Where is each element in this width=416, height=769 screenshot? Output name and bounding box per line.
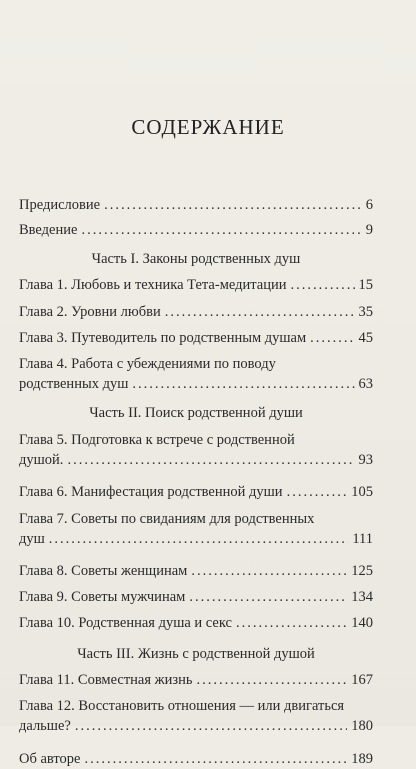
dot-leader	[191, 561, 347, 581]
part-heading-3: Часть III. Жизнь с родственной душой	[77, 646, 315, 662]
toc-entry-label: Глава 10. Родственная душа и секс	[19, 615, 232, 631]
dot-leader	[197, 670, 348, 690]
toc-entry-chapter-12[interactable]	[19, 696, 373, 736]
toc-entry-about-author[interactable]	[19, 749, 373, 769]
toc-entry-page: 125	[351, 563, 373, 579]
dot-leader	[310, 328, 354, 348]
toc-entry-label: душ	[19, 531, 45, 547]
toc-entry-introduction[interactable]	[19, 220, 373, 240]
toc-entry-page: 6	[365, 197, 373, 213]
toc-entry-page: 189	[351, 751, 373, 767]
toc-entry-page: 105	[351, 484, 373, 500]
toc-entry-page: 134	[351, 589, 373, 605]
toc-entry-label: душой.	[19, 452, 64, 468]
toc-entry-chapter-10[interactable]	[19, 613, 373, 633]
toc-entry-label: Об авторе	[19, 751, 81, 767]
toc-entry-chapter-1[interactable]	[19, 275, 373, 295]
toc-entry-chapter-6[interactable]	[19, 482, 373, 502]
toc-entry-page: 140	[351, 615, 373, 631]
toc-entry-label-line1: Глава 7. Советы по свиданиям для родственных	[19, 511, 315, 527]
part-heading-2: Часть II. Поиск родственной души	[89, 405, 303, 421]
toc-entry-label: Предисловие	[19, 197, 101, 213]
toc-entry-page: 45	[358, 330, 373, 346]
toc-entry-label: Введение	[19, 222, 78, 238]
toc-entry-page: 111	[352, 531, 373, 547]
toc-entry-chapter-11[interactable]	[19, 670, 373, 690]
toc-entry-chapter-3[interactable]	[19, 328, 373, 348]
toc-entry-label-line1: Глава 12. Восстановить отношения — или двигаться	[19, 698, 345, 714]
dot-leader	[49, 529, 349, 549]
toc-entry-chapter-4[interactable]	[19, 354, 373, 394]
dot-leader	[81, 220, 361, 240]
toc-entry-chapter-9[interactable]	[19, 587, 373, 607]
toc-entry-label: Глава 11. Совместная жизнь	[19, 672, 193, 688]
toc-entry-page: 167	[351, 672, 373, 688]
toc-entry-label: Глава 1. Любовь и техника Тета-медитации	[19, 277, 287, 293]
toc-entry-preface[interactable]	[19, 195, 373, 215]
toc-entry-page: 93	[358, 452, 373, 468]
toc-entry-page: 63	[358, 376, 373, 392]
toc-entry-label: Глава 2. Уровни любви	[19, 304, 161, 320]
toc-entry-label-line1: Глава 5. Подготовка к встрече с родственной	[19, 432, 295, 448]
dot-leader	[189, 587, 347, 607]
dot-leader	[104, 195, 362, 215]
toc-entry-chapter-5[interactable]	[19, 430, 373, 470]
toc-entry-label: родственных душ	[19, 376, 129, 392]
dot-leader	[132, 374, 354, 394]
part-heading-1: Часть I. Законы родственных душ	[91, 251, 301, 267]
toc-entry-label-line1: Глава 4. Работа с убеждениями по поводу	[19, 356, 276, 372]
toc-entry-page: 9	[365, 222, 373, 238]
dot-leader	[84, 749, 347, 769]
toc-entry-chapter-7[interactable]	[19, 509, 373, 549]
toc-entry-chapter-2[interactable]	[19, 302, 373, 322]
toc-entry-label: Глава 8. Советы женщинам	[19, 563, 188, 579]
toc-entry-page: 15	[358, 277, 373, 293]
toc-entry-label: Глава 6. Манифестация родственной души	[19, 484, 283, 500]
toc-entry-page: 180	[351, 718, 373, 734]
dot-leader	[287, 482, 348, 502]
dot-leader	[67, 450, 354, 470]
toc-entry-page: 35	[358, 304, 373, 320]
toc-entry-label: Глава 3. Путеводитель по родственным душам	[19, 330, 307, 346]
toc-entry-label: дальше?	[19, 718, 71, 734]
page-title: СОДЕРЖАНИЕ	[131, 115, 285, 139]
dot-leader	[291, 275, 355, 295]
dot-leader	[236, 613, 347, 633]
toc-entry-label: Глава 9. Советы мужчинам	[19, 589, 186, 605]
dot-leader	[165, 302, 355, 322]
dot-leader	[75, 716, 347, 736]
toc-entry-chapter-8[interactable]	[19, 561, 373, 581]
